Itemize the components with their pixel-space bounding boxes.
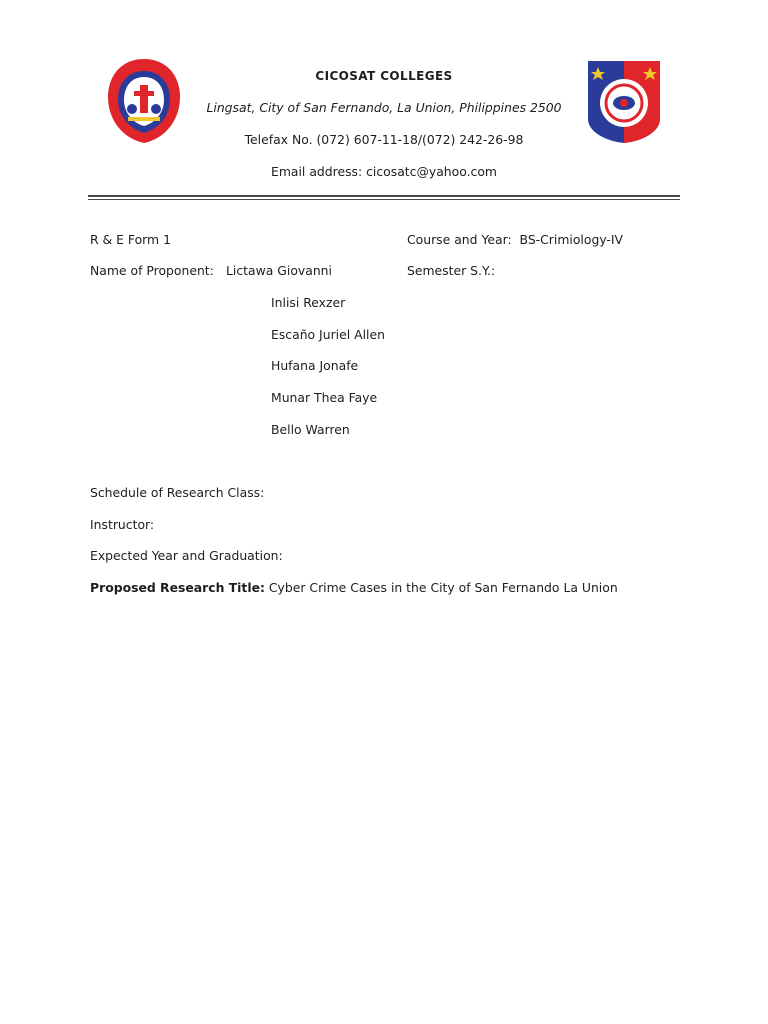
proponent-label: Name of Proponent: [90,263,214,278]
right-school-logo [586,55,662,145]
left-school-logo [104,55,184,145]
course-year-field [407,232,623,248]
proponent-name: Munar Thea Faye [271,390,378,405]
research-title-label: Proposed Research Title: [90,580,265,595]
course-year-value: BS-Crimiology-IV [519,232,624,247]
proponent-name: Hufana Jonafe [271,358,359,373]
proponent-name: Bello Warren [271,422,350,437]
school-email: Email address: cicosatc@yahoo.com [271,164,497,179]
header-divider-thin [88,199,680,200]
school-name: CICOSAT COLLEGES [315,69,453,83]
semester-label: Semester S.Y.: [407,263,496,278]
research-title-value: Cyber Crime Cases in the City of San Fernando La Union [268,580,618,595]
proponent-name: Escaño Juriel Allen [271,327,385,342]
course-year-label: Course and Year: [407,232,512,247]
expected-graduation-label: Expected Year and Graduation: [90,548,283,563]
proponent-name: Lictawa Giovanni [226,263,332,278]
school-telefax: Telefax No. (072) 607-11-18/(072) 242-26-98 [244,132,524,147]
header-divider-thick [88,195,680,197]
instructor-label: Instructor: [90,517,155,532]
proponent-name: Inlisi Rexzer [271,295,346,310]
school-address: Lingsat, City of San Fernando, La Union, Philippines 2500 [206,100,562,115]
form-label: R & E Form 1 [90,232,171,247]
research-title-field [90,580,618,596]
schedule-label: Schedule of Research Class: [90,485,265,500]
